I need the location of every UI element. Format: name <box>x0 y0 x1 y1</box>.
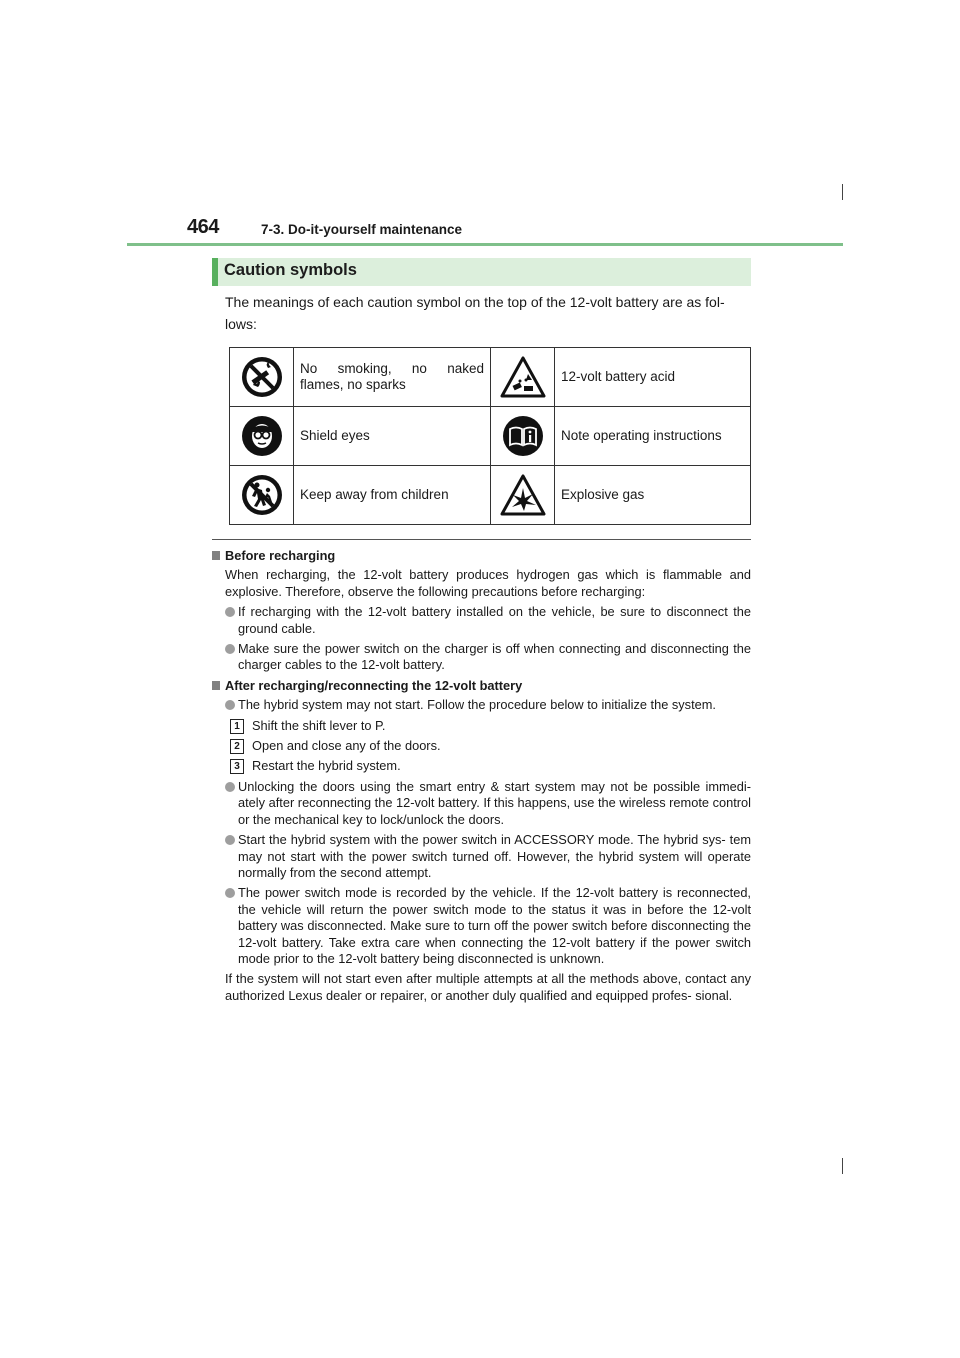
before-recharging-heading <box>225 548 751 564</box>
list-item <box>225 697 751 713</box>
symbol-label-cell: Shield eyes <box>294 407 491 466</box>
list-item-text: The hybrid system may not start. Follow the procedure below to initialize the system. <box>238 697 716 713</box>
header-rule <box>127 243 843 246</box>
symbol-label-cell: Explosive gas <box>555 466 751 525</box>
section-title-bar <box>212 258 751 286</box>
heading-text: Before recharging <box>225 548 336 563</box>
section-title-accent <box>212 258 218 286</box>
bullet-dot-icon <box>225 835 235 845</box>
after-recharging-heading <box>225 678 751 694</box>
list-item <box>225 604 751 637</box>
table-row <box>230 348 751 407</box>
symbol-cell <box>230 466 294 525</box>
section-title: Caution symbols <box>224 261 357 279</box>
section-header: 7-3. Do-it-yourself maintenance <box>261 222 463 237</box>
operating-instructions-icon <box>501 414 545 458</box>
list-item <box>225 832 751 881</box>
symbol-cell <box>491 407 555 466</box>
table-row <box>230 407 751 466</box>
procedure-step <box>225 718 751 734</box>
bullet-dot-icon <box>225 607 235 617</box>
battery-acid-icon <box>500 356 546 398</box>
list-item-text: The power switch mode is recorded by the vehicle. If the 12-volt battery is reconnected, the vehicle will return the power switch mode to the status it was in before the 12-volt battery was disconnected. Make sure to turn off the power switch before disconnecting the 12-volt battery. Take extra care when connecting the 12-volt battery if the power switch mode prior to the 12-volt battery being disconnected is unknown. <box>238 885 751 966</box>
no-smoking-icon <box>240 355 284 399</box>
step-number: 3 <box>230 759 244 774</box>
list-item-text: If recharging with the 12-volt battery installed on the vehicle, be sure to disconnect the ground cable. <box>238 604 751 636</box>
procedure-step <box>225 758 751 774</box>
list-item-text: Unlocking the doors using the smart entry & start system may not be possible immedi- ately after reconnecting the 12-volt battery. If this happens, use the wireless remote control or the mechanical key to lock/unlock the doors. <box>238 778 751 827</box>
symbol-label-no-smoking-line1: No smoking, no naked <box>300 361 484 376</box>
list-item <box>225 885 751 967</box>
square-bullet-icon <box>212 681 220 690</box>
bullet-dot-icon <box>225 782 235 792</box>
list-item-text: Make sure the power switch on the charger is off when connecting and disconnecting the charger cables to the 12-volt battery. <box>238 641 751 673</box>
symbol-label-cell <box>294 348 491 407</box>
page-number: 464 <box>187 216 219 238</box>
symbol-cell <box>230 348 294 407</box>
after-recharging-block <box>212 678 751 1004</box>
symbol-cell <box>491 466 555 525</box>
intro-text: The meanings of each caution symbol on the top of the 12-volt battery are as fol- lows: <box>225 294 725 332</box>
symbol-label-cell: Keep away from children <box>294 466 491 525</box>
step-text: Shift the shift lever to P. <box>252 717 386 733</box>
crop-mark-bottom <box>842 1158 843 1174</box>
symbol-label-cell: 12-volt battery acid <box>555 348 751 407</box>
shield-eyes-icon <box>240 414 284 458</box>
keep-away-children-icon <box>240 473 284 517</box>
heading-text: After recharging/reconnecting the 12-volt battery <box>225 677 523 693</box>
step-text: Restart the hybrid system. <box>252 758 401 774</box>
symbol-cell <box>491 348 555 407</box>
list-item <box>225 641 751 674</box>
bullet-dot-icon <box>225 644 235 654</box>
step-number: 1 <box>230 719 244 734</box>
caution-symbols-table <box>229 347 751 525</box>
symbol-label-no-smoking-line2: flames, no sparks <box>300 377 406 392</box>
notes-body <box>212 548 751 1008</box>
paragraph: When recharging, the 12-volt battery produces hydrogen gas which is flammable and explosive. Therefore, observe the following precautions before recharging: <box>225 567 751 599</box>
symbol-label-cell: Note operating instructions <box>555 407 751 466</box>
procedure-step <box>225 738 751 754</box>
bullet-dot-icon <box>225 700 235 710</box>
symbol-cell <box>230 407 294 466</box>
closing-paragraph: If the system will not start even after multiple attempts at all the methods above, contact any authorized Lexus dealer or repairer, or another duly qualified and equipped profes- sional. <box>225 971 751 1003</box>
explosive-gas-icon <box>500 474 546 516</box>
before-recharging-block <box>212 548 751 674</box>
step-number: 2 <box>230 739 244 754</box>
bullet-dot-icon <box>225 888 235 898</box>
crop-mark-top <box>842 184 843 200</box>
step-text: Open and close any of the doors. <box>252 738 441 754</box>
square-bullet-icon <box>212 551 220 560</box>
list-item <box>225 779 751 828</box>
table-row <box>230 466 751 525</box>
section-separator <box>212 539 751 540</box>
list-item-text: Start the hybrid system with the power switch in ACCESSORY mode. The hybrid sys- tem may not start with the power switch turned off. However, the hybrid system will operate normally from the second attempt. <box>238 832 751 880</box>
